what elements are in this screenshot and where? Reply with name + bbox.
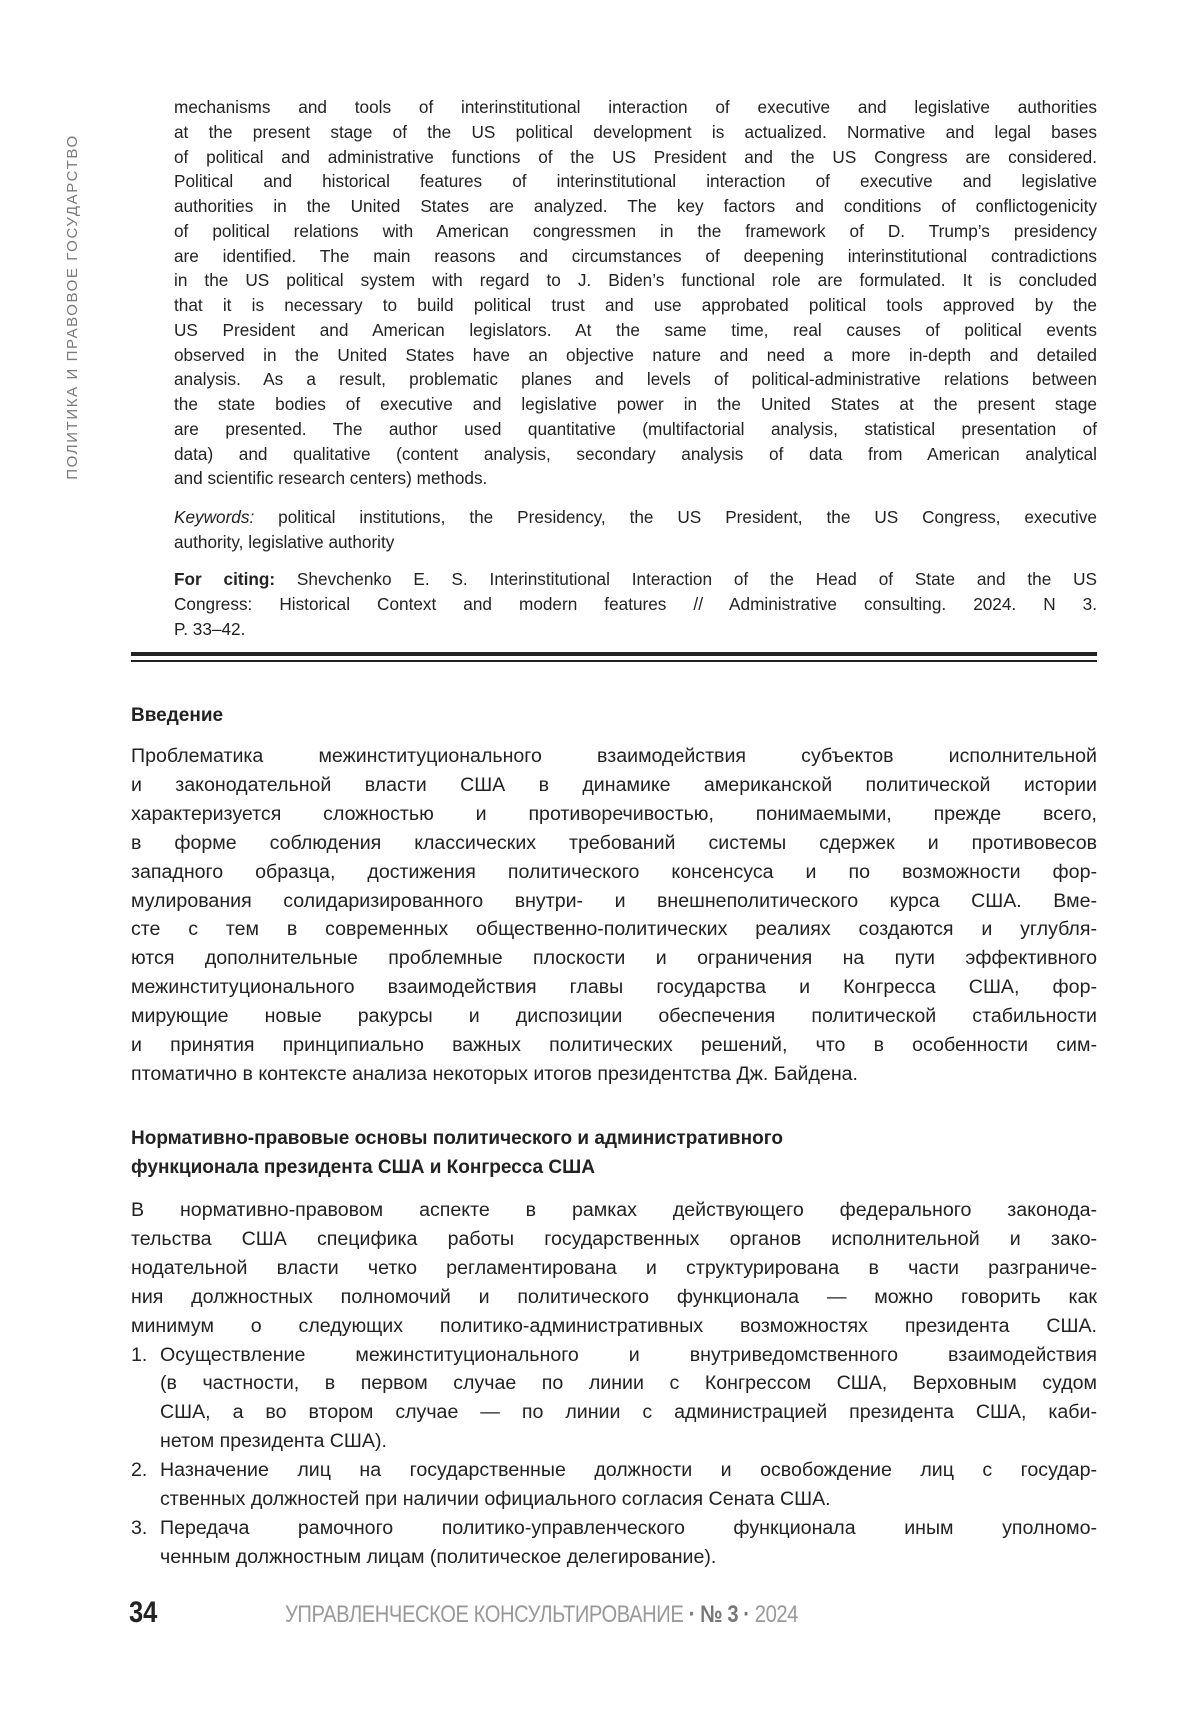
text-line: of political relations with American congressmen in the framework of D. Trump’s presidency [174,219,1097,244]
text-line: нетом президента США). [160,1427,1097,1456]
text-line: at the present stage of the US political development is actualized. Normative and legal bases [174,120,1097,145]
section-heading-normative [131,1125,783,1183]
text-line: нодательной власти четко регламентирована и структурирована в части разграниче- [131,1254,1097,1283]
text-line: ния должностных полномочий и политического функционала — можно говорить как [131,1283,1097,1312]
citation [174,567,1097,641]
text-line: Political and historical features of interinstitutional interaction of executive and legislative [174,169,1097,194]
text-line: ченным должностным лицам (политическое делегирование). [160,1543,1097,1572]
text-line: США, а во втором случае — по линии с администрацией президента США, каби- [160,1398,1097,1427]
text-line: Осуществление межинституционального и внутриведомственного взаимодействия [160,1341,1097,1370]
text-line: минимум о следующих политико-административных возможностях президента США. [131,1312,1097,1341]
text-line: data) and qualitative (content analysis, secondary analysis of data from American analytical [174,442,1097,467]
running-section-header: ПОЛИТИКА И ПРАВОВОЕ ГОСУДАРСТВО [64,92,81,522]
year: 2024 [755,1601,798,1628]
page-number: 34 [129,1596,157,1630]
text-line: and scientific research centers) methods. [174,466,1097,491]
text-line: Назначение лиц на государственные должности и освобождение лиц с государ- [160,1456,1097,1485]
text-line: analysis. As a result, problematic planes and levels of political-administrative relations between [174,367,1097,392]
heading-line: функционала президента США и Конгресса США [131,1154,783,1183]
text-line: межинституционального взаимодействия главы государства и Конгресса США, фор- [131,973,1097,1002]
list-item [131,1514,1097,1572]
text-line: observed in the United States have an objective nature and need a more in-depth and detailed [174,343,1097,368]
citing-label: For citing: [174,569,275,589]
list-number: 3. [131,1514,160,1572]
text-line: В нормативно-правовом аспекте в рамках действующего федерального законода- [131,1196,1097,1225]
text-line: мирующие новые ракурсы и диспозиции обеспечения политической стабильности [131,1002,1097,1031]
divider-thin [131,660,1097,662]
journal-footer [285,1601,798,1629]
normative-paragraph [131,1196,1097,1572]
text-line: authorities in the United States are analyzed. The key factors and conditions of conflictogenicity [174,194,1097,219]
text-line: и принятия принципиально важных политических решений, что в особенности сим- [131,1031,1097,1060]
text-line: mechanisms and tools of interinstitutional interaction of executive and legislative authorities [174,95,1097,120]
intro-paragraph [131,742,1097,1089]
issue-number: № 3 [700,1601,738,1628]
text-line: (в частности, в первом случае по линии с Конгрессом США, Верховным судом [160,1369,1097,1398]
text-line: западного образца, достижения политического консенсуса и по возможности фор- [131,858,1097,887]
text-line: are identified. The main reasons and circumstances of deepening interinstitutional contradictions [174,244,1097,269]
list-text [160,1456,1097,1514]
text-line: are presented. The author used quantitative (multifactorial analysis, statistical presentation of [174,417,1097,442]
keywords-text: authority, legislative authority [174,530,1097,555]
list-item [131,1341,1097,1457]
text-line: характеризуется сложностью и противоречивостью, понимаемыми, прежде всего, [131,800,1097,829]
list-number: 2. [131,1456,160,1514]
text-line: ственных должностей при наличии официального согласия Сената США. [160,1485,1097,1514]
keywords [174,505,1097,555]
abstract [174,95,1097,491]
list-text [160,1341,1097,1457]
section-heading-intro: Введение [131,702,223,731]
keywords-text: political institutions, the Presidency, the US President, the US Congress, executive [254,507,1097,527]
text-line: сте с тем в современных общественно-политических реалиях создаются и углубля- [131,915,1097,944]
list-text [160,1514,1097,1572]
text-line: тельства США специфика работы государственных органов исполнительной и зако- [131,1225,1097,1254]
text-line: the state bodies of executive and legislative power in the United States at the present stage [174,392,1097,417]
divider-thick [131,652,1097,656]
citing-text: P. 33–42. [174,617,1097,642]
text-line: ются дополнительные проблемные плоскости и ограничения на пути эффективного [131,944,1097,973]
text-line: that it is necessary to build political trust and use approbated political tools approved by the [174,293,1097,318]
text-line: US President and American legislators. At the same time, real causes of political events [174,318,1097,343]
text-line: Проблематика межинституционального взаимодействия субъектов исполнительной [131,742,1097,771]
heading-line: Нормативно-правовые основы политического и административного [131,1125,783,1154]
text-line: птоматично в контексте анализа некоторых итогов президентства Дж. Байдена. [131,1060,1097,1089]
text-line: of political and administrative functions of the US President and the US Congress are considered. [174,145,1097,170]
list-item [131,1456,1097,1514]
journal-title: УПРАВЛЕНЧЕСКОЕ КОНСУЛЬТИРОВАНИЕ [285,1601,683,1628]
text-line: и законодательной власти США в динамике американской политической истории [131,771,1097,800]
text-line: Передача рамочного политико-управленческого функционала иным уполномо- [160,1514,1097,1543]
text-line: мулирования солидаризированного внутри- и внешнеполитического курса США. Вме- [131,887,1097,916]
separator: · [743,1601,749,1628]
citing-text: Congress: Historical Context and modern features // Administrative consulting. 2024. N 3. [174,592,1097,617]
citing-text: Shevchenko E. S. Interinstitutional Interaction of the Head of State and the US [275,569,1097,589]
text-line: в форме соблюдения классических требований системы сдержек и противовесов [131,829,1097,858]
text-line: in the US political system with regard to J. Biden’s functional role are formulated. It is concluded [174,268,1097,293]
list-number: 1. [131,1341,160,1457]
keywords-label: Keywords: [174,507,254,527]
separator: · [689,1601,695,1628]
